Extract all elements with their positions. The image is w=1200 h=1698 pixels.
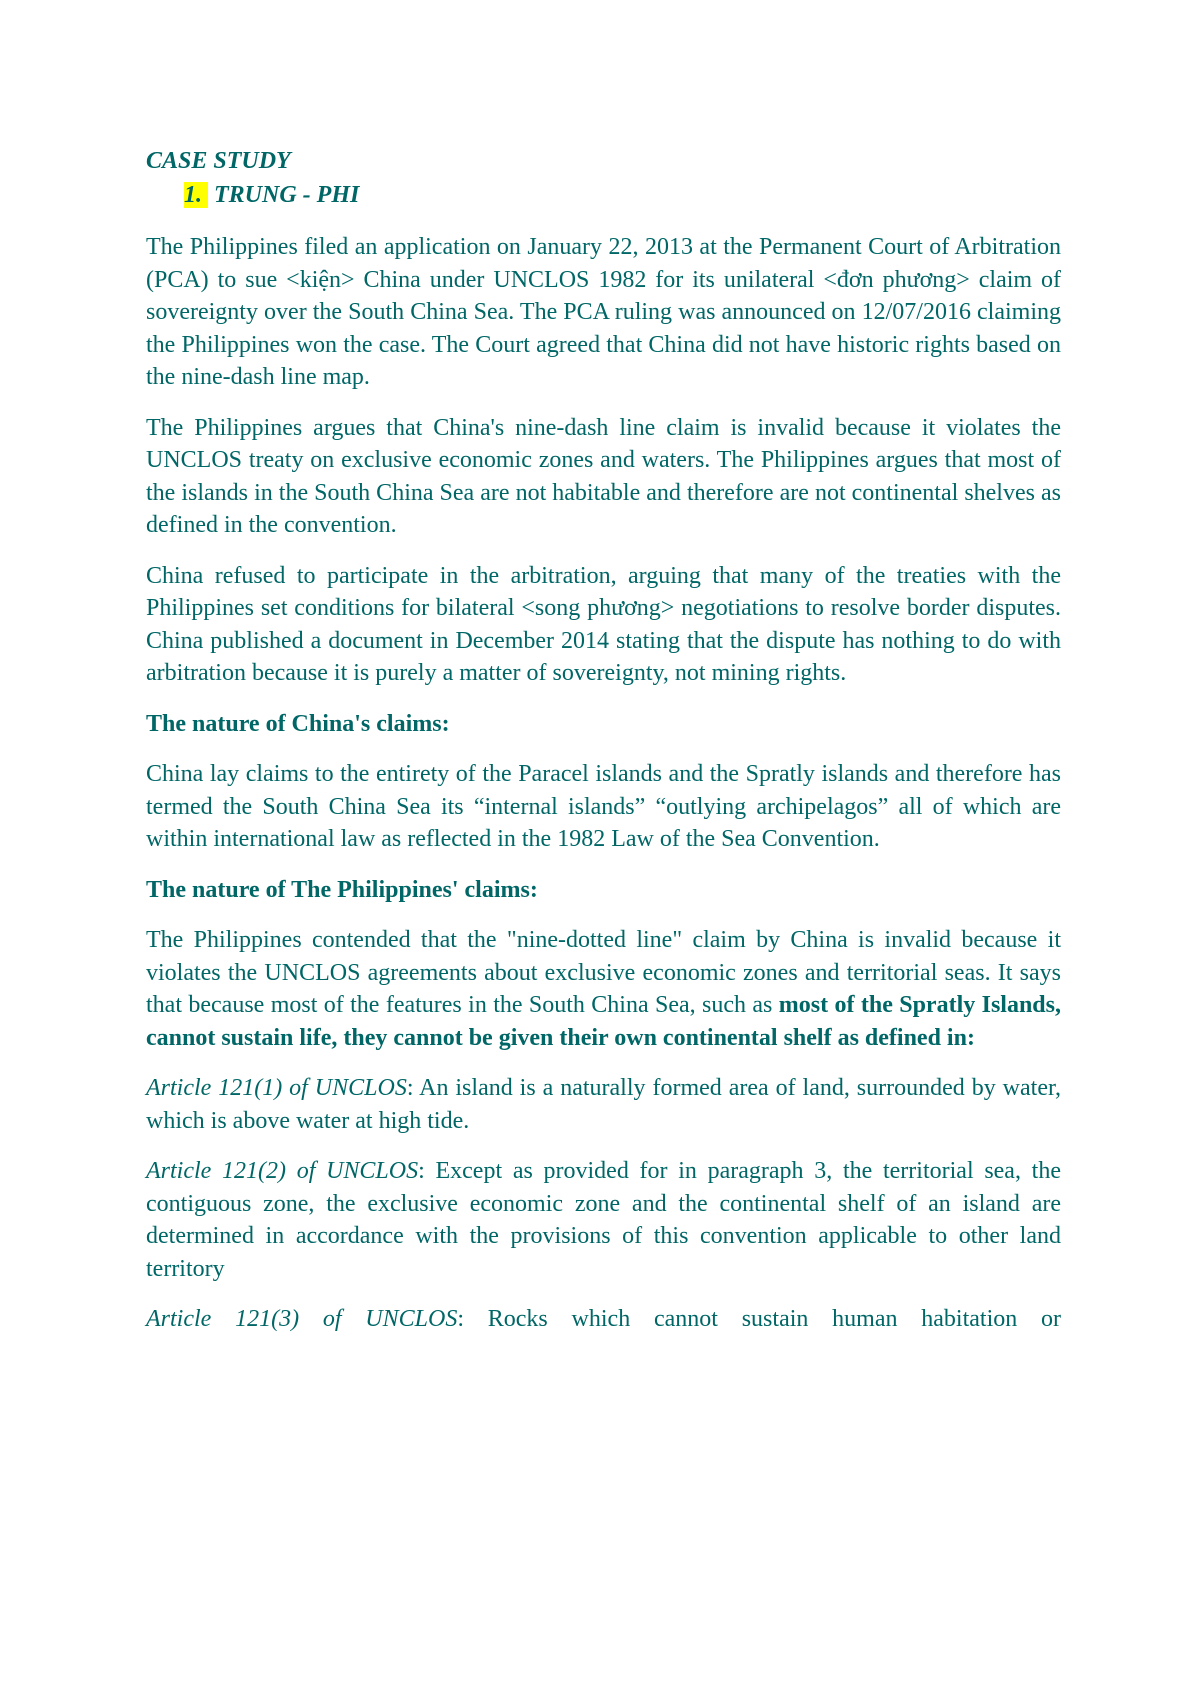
paragraph-arguments: The Philippines argues that China's nine-dash line claim is invalid because it violates the UNCLOS treaty on exclusive economic zones and waters. The Philippines argues that most of the islands in the South China Sea are not habitable and therefore are not continental shelves as defined in the convention.	[146, 414, 1061, 538]
paragraph-philippines-claims	[146, 924, 1061, 1054]
paragraph-china-refusal: China refused to participate in the arbitration, arguing that many of the treaties with the Philippines set conditions for bilateral <song phương> negotiations to resolve border disputes. China published a document in December 2014 stating that the dispute has nothing to do with arbitration because it is purely a matter of sovereignty, not mining rights.	[146, 562, 1061, 686]
china-claims-heading: The nature of China's claims:	[146, 710, 450, 737]
document-title: CASE STUDY	[146, 148, 291, 174]
article-121-1	[146, 1072, 1061, 1137]
case-heading	[184, 179, 1061, 231]
article-text: : An island is a naturally formed area of land, surrounded by water, which is above water at high tide.	[146, 1075, 1061, 1134]
article-ref: Article 121(3) of UNCLOS	[146, 1306, 458, 1332]
article-text: : Except as provided for in paragraph 3, the territorial sea, the contiguous zone, the exclusive economic zone and the continental shelf of an island are determined in accordance with the provisions of this convention applicable to other land territory	[146, 1158, 1061, 1282]
document-page	[146, 145, 1061, 1354]
article-121-3	[146, 1303, 1061, 1336]
philippines-claims-bold: most of the Spratly Islands, cannot sustain life, they cannot be given their own continental shelf as defined in:	[146, 992, 1061, 1051]
paragraph-filing: The Philippines filed an application on January 22, 2013 at the Permanent Court of Arbitration (PCA) to sue <kiện> China under UNCLOS 1982 for its unilateral <đơn phương> claim of sovereignty over the South China Sea. The PCA ruling was announced on 12/07/2016 claiming the Philippines won the case. The Court agreed that China did not have historic rights based on the nine-dash line map.	[146, 234, 1061, 390]
article-ref: Article 121(1) of UNCLOS	[146, 1075, 407, 1101]
philippines-claims-heading: The nature of The Philippines' claims:	[146, 876, 538, 903]
paragraph-china-claims: China lay claims to the entirety of the Paracel islands and the Spratly islands and therefore has termed the South China Sea its “internal islands” “outlying archipelagos” all of which are within international law as reflected in the 1982 Law of the Sea Convention.	[146, 761, 1061, 852]
article-ref: Article 121(2) of UNCLOS	[146, 1158, 419, 1184]
philippines-claims-text: The Philippines contended that the "nine-dotted line" claim by China is invalid because it violates the UNCLOS agreements about exclusive economic zones and territorial seas. It says that because most of the features in the South China Sea, such as	[146, 927, 1061, 1018]
article-text: : Rocks which cannot sustain human habitation or	[457, 1306, 1062, 1332]
case-label: TRUNG - PHI	[214, 182, 360, 208]
article-121-2	[146, 1155, 1061, 1285]
case-number: 1.	[184, 182, 208, 208]
